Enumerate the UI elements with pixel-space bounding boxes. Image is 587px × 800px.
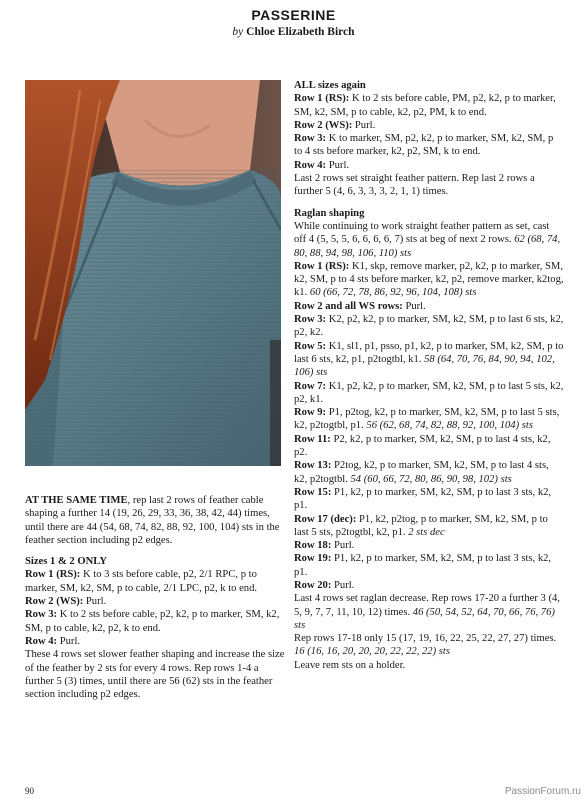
sizes-heading: Sizes 1 & 2 ONLY — [25, 556, 108, 568]
page-number: 90 — [25, 786, 34, 796]
left-row-1: Row 1 (RS): K to 3 sts before cable, p2, 2/1 RPC, p to marker, SM, k2, SM, p to cable, 2/1 LPC, p2, k to end. — [25, 569, 258, 594]
raglan-row-9: Row 9: P1, p2tog, k2, p to marker, SM, k2, SM, p to last 5 sts, k2, p2togtbl, p1. 56 (62, 68, 74, 82, 88, 92, 100, 104) sts — [294, 407, 560, 432]
raglan-intro: While continuing to work straight feather pattern as set, cast off 4 (5, 5, 5, 6, 6, 6, 6, 7) sts at beg of next 2 rows. 62 (68, 74, 80, 88, 94, 98, 106, 110) sts — [294, 220, 561, 259]
left-column — [25, 494, 287, 701]
byline-by: by — [232, 26, 244, 38]
left-row-2: Row 2 (WS): Purl. — [25, 596, 107, 608]
left-row-4: Row 4: Purl. — [25, 635, 81, 647]
author-name: Chloe Elizabeth Birch — [246, 26, 355, 38]
repeat-17-18-note: Rep rows 17-18 only 15 (17, 19, 16, 22, 25, 22, 27, 27) times. 16 (16, 16, 20, 20, 20, 22, 22, 22) sts — [294, 633, 557, 658]
right-row-4: Row 4: Purl. — [294, 159, 350, 171]
left-row-3: Row 3: K to 2 sts before cable, p2, k2, p to marker, SM, k2, SM, p to cable, k2, p2, k to end. — [25, 609, 280, 634]
sweater-photo — [25, 80, 281, 466]
raglan-row-18: Row 18: Purl. — [294, 540, 355, 552]
raglan-row-2: Row 2 and all WS rows: Purl. — [294, 300, 426, 312]
raglan-decrease-note: Last 4 rows set raglan decrease. Rep rows 17-20 a further 3 (4, 5, 9, 7, 7, 11, 10, 12) times. 46 (50, 54, 52, 64, 70, 66, 76, 76) sts — [294, 593, 560, 631]
straight-feather-note: Last 2 rows set straight feather pattern. Rep last 2 rows a further 5 (4, 6, 3, 3, 3, 2, 1, 1) times. — [294, 173, 535, 198]
watermark: PassionForum.ru — [504, 786, 581, 797]
leave-sts-note: Leave rem sts on a holder. — [294, 659, 406, 671]
all-sizes-heading: ALL sizes again — [294, 80, 366, 91]
right-row-1: Row 1 (RS): K to 2 sts before cable, PM, p2, k2, p to marker, SM, k2, SM, p to cable, k2, p2, PM, k to end. — [294, 93, 556, 118]
at-same-time-text: , rep last 2 rows of feather cable shaping a further 14 (19, 26, 29, 33, 36, 38, 42, 44) times, until there are 44 (54, 68, 74, 82, 88, 92, 100, 104) sts in the feather section including p2 edges. — [25, 495, 280, 546]
raglan-heading: Raglan shaping — [294, 207, 365, 219]
raglan-row-11: Row 11: P2, k2, p to marker, SM, k2, SM, p to last 4 sts, k2, p2. — [294, 433, 551, 459]
at-same-time-paragraph — [25, 494, 287, 547]
raglan-row-15: Row 15: P1, k2, p to marker, SM, k2, SM, p to last 3 sts, k2, p1. — [294, 486, 552, 512]
pattern-title: PASSERINE — [251, 7, 336, 23]
raglan-row-13: Row 13: P2tog, k2, p to marker, SM, k2, SM, p to last 4 sts, k2, p2togtbl. 54 (60, 66, 72, 80, 86, 90, 98, 102) sts — [294, 460, 549, 485]
right-column — [294, 79, 564, 672]
right-row-3: Row 3: K to marker, SM, p2, k2, p to marker, SM, k2, SM, p to 4 sts before marker, k2, p2, SM, k to end. — [294, 133, 554, 158]
left-closing: These 4 rows set slower feather shaping and increase the size of the feather by 2 sts for every 4 rows. Rep rows 1-4 a further 5 (3) times, until there are 56 (62) sts in the feather section including p2 edges. — [25, 649, 285, 701]
at-same-time-lead: AT THE SAME TIME — [25, 495, 128, 506]
raglan-row-5: Row 5: K1, sl1, p1, psso, p1, k2, p to marker, SM, k2, SM, p to last 6 sts, k2, p1, p2togtbl, k1. 58 (64, 70, 76, 84, 90, 94, 102, 106) sts — [294, 340, 564, 379]
right-row-2: Row 2 (WS): Purl. — [294, 119, 376, 131]
raglan-row-17: Row 17 (dec): P1, k2, p2tog, p to marker, SM, k2, SM, p to last 5 sts, p2togtbl, k2, p1. 2 sts dec — [294, 513, 548, 538]
raglan-row-7: Row 7: K1, p2, k2, p to marker, SM, k2, SM, p to last 5 sts, k2, p2, k1. — [294, 380, 564, 405]
raglan-row-3: Row 3: K2, p2, k2, p to marker, SM, k2, SM, p to last 6 sts, k2, p2, k2. — [294, 314, 564, 339]
raglan-row-20: Row 20: Purl. — [294, 579, 355, 591]
byline — [0, 26, 587, 38]
raglan-row-19: Row 19: P1, k2, p to marker, SM, k2, SM, p to last 3 sts, k2, p1. — [294, 553, 552, 578]
raglan-row-1: Row 1 (RS): K1, skp, remove marker, p2, k2, p to marker, SM, k2, SM, p to 4 sts before marker, k2, p2, remove marker, k2tog, k1. 60 (66, 72, 78, 86, 92, 96, 104, 108) sts — [294, 260, 564, 299]
